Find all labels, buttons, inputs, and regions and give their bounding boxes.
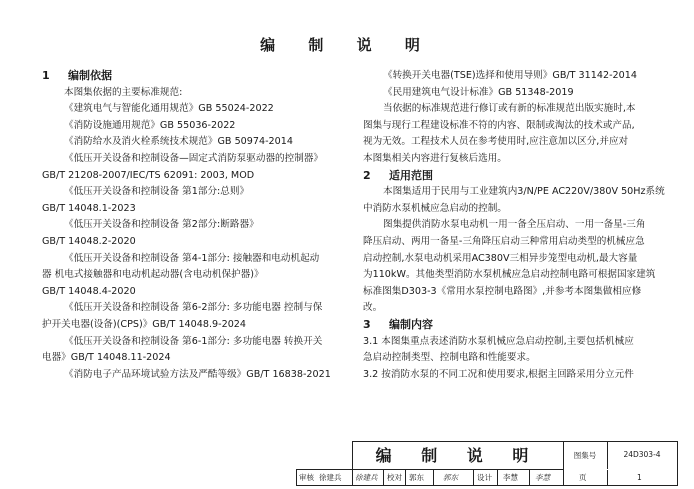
designer-name: 李慧 xyxy=(503,473,518,482)
text-line: 《低压开关设备和控制设备 第2部分:断路器》 xyxy=(64,219,259,231)
text-line: 标准图集D303-3《常用水泵控制电路图》,并参考本图集做相应修 xyxy=(363,285,642,297)
atlas-label: 图集号 xyxy=(573,451,597,460)
text-line: 降压启动、两用一备星-三角降压启动三种常用启动类型的机械应急 xyxy=(363,235,645,247)
section-title: 编制内容 xyxy=(389,317,433,331)
reviewer-name: 徐建兵 xyxy=(319,473,342,482)
text-line: 视为无效。工程技术人员在参考使用时,应注意加以区分,并应对 xyxy=(363,136,629,148)
review-cell xyxy=(296,469,353,486)
text-line: 《低压开关设备和控制设备 第4-1部分: 接触器和电动机起动 xyxy=(64,252,320,264)
page-label: 页 xyxy=(579,473,587,482)
text-line: 器 机电式接触器和电动机起动器(含电动机保护器)》 xyxy=(42,269,264,281)
text-line: 图集提供消防水泵电动机一用一备全压启动、一用一备星-三角 xyxy=(383,219,646,231)
title-block-signature-row xyxy=(353,470,677,485)
text-line: 电器》GB/T 14048.11-2024 xyxy=(42,352,171,364)
title-block xyxy=(352,441,678,486)
design-label: 设计 xyxy=(477,473,492,482)
designer-signature: 李慧 xyxy=(535,473,550,482)
text-line: 当依据的标准规范进行修订或有新的标准规范出版实施时,本 xyxy=(383,103,636,115)
text-line: 《民用建筑电气设计标准》GB 51348-2019 xyxy=(383,86,574,98)
atlas-number: 24D303-4 xyxy=(623,450,661,459)
text-line: 改。 xyxy=(363,302,383,314)
text-line: GB/T 14048.4-2020 xyxy=(42,285,136,297)
page-number: 1 xyxy=(637,473,642,482)
text-line: GB/T 21208-2007/IEC/TS 62091: 2003, MOD xyxy=(42,169,255,181)
text-line: 《消防给水及消火栓系统技术规范》GB 50974-2014 xyxy=(64,136,293,148)
text-line: 《低压开关设备和控制设备 第6-2部分: 多功能电器 控制与保 xyxy=(64,302,323,314)
text-line: 启动控制,水泵电动机采用AC380V三相异步笼型电动机,最大容量 xyxy=(363,252,638,264)
text-line: 《低压开关设备和控制设备 第6-1部分: 多功能电器 转换开关 xyxy=(64,335,323,347)
review-label: 审核 xyxy=(299,473,314,482)
proofer-name: 郭东 xyxy=(409,473,424,482)
proof-label: 校对 xyxy=(387,473,402,482)
section-title: 编制依据 xyxy=(68,69,112,82)
text-line: 中消防水泵机械应急启动的控制。 xyxy=(363,202,507,214)
text-line: 急启动控制类型、控制电路和性能要求。 xyxy=(363,352,536,364)
section-number: 1 xyxy=(42,69,50,82)
title-block-name: 编 制 说 明 xyxy=(353,442,564,470)
text-line: GB/T 14048.1-2023 xyxy=(42,202,136,214)
text-line: 为110kW。其他类型消防水泵机械应急启动控制电路可根据国家建筑 xyxy=(363,269,656,281)
section-title: 适用范围 xyxy=(389,168,433,182)
text-line: 本图集依据的主要标准规范: xyxy=(64,86,183,98)
text-line: GB/T 14048.2-2020 xyxy=(42,235,136,247)
text-line: 图集与现行工程建设标准不符的内容、限制或淘汰的技术或产品, xyxy=(363,119,635,131)
text-line: 《消防电子产品环境试验方法及严酷等级》GB/T 16838-2021 xyxy=(64,368,331,380)
section-heading xyxy=(363,168,667,185)
section-number: 2 xyxy=(363,168,371,182)
right-text-column xyxy=(363,68,667,383)
text-line: 《消防设施通用规范》GB 55036-2022 xyxy=(64,119,236,131)
section-heading xyxy=(42,68,342,85)
text-line: 《低压开关设备和控制设备—固定式消防泵驱动器的控制器》 xyxy=(64,152,324,164)
proofer-signature: 郭东 xyxy=(443,473,458,482)
text-line: 本图集适用于民用与工业建筑内3/N/PE AC220V/380V 50Hz系统 xyxy=(383,186,665,198)
text-line: 《低压开关设备和控制设备 第1部分:总则》 xyxy=(64,186,250,198)
text-line: 3.1 本图集重点表述消防水泵机械应急启动控制,主要包括机械应 xyxy=(363,335,634,347)
reviewer-signature: 徐建兵 xyxy=(355,473,378,482)
page-title: 编 制 说 明 xyxy=(260,36,434,54)
text-line: 《建筑电气与智能化通用规范》GB 55024-2022 xyxy=(64,103,274,115)
left-text-column xyxy=(42,68,342,383)
text-line: 《转换开关电器(TSE)选择和使用导则》GB/T 31142-2014 xyxy=(383,70,637,81)
section-heading xyxy=(363,317,667,334)
text-line: 3.2 按消防水泵的不同工况和使用要求,根据主回路采用分立元件 xyxy=(363,368,634,380)
text-line: 护开关电器(设备)(CPS)》GB/T 14048.9-2024 xyxy=(42,318,247,330)
section-number: 3 xyxy=(363,317,371,331)
text-line: 本图集相关内容进行复核后选用。 xyxy=(363,152,507,164)
